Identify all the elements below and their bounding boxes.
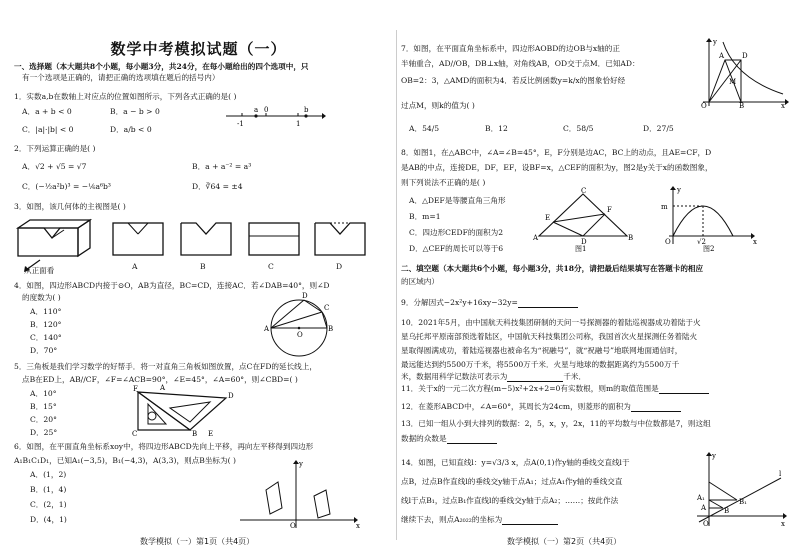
q8-option-d: D．△CEF的周长可以等于6 <box>409 244 504 253</box>
q14-line1: 14．如图，已知直线l：y=√3/3 x，点A(0,1)作y轴的垂线交直线l于 <box>401 458 630 467</box>
svg-text:x: x <box>356 522 360 530</box>
option-view-d <box>314 222 366 256</box>
q14-line4: 继续下去，则点A₂₀₂₂的坐标为 <box>401 515 558 525</box>
q10-answer-blank[interactable] <box>507 373 563 382</box>
svg-text:y: y <box>712 452 716 460</box>
svg-text:D: D <box>581 238 587 246</box>
svg-text:x: x <box>781 102 785 110</box>
q14-line3: 线l于点B₁，过点B₁作直线l的垂线交y轴于点A₂；……；按此作法 <box>401 496 619 505</box>
q1-stem: 1．实数a,b在数轴上对应点的位置如图所示，下列各式正确的是( ) <box>14 92 237 101</box>
q10-line5: 米，数据用科学记数法可表示为 千米． <box>401 372 587 381</box>
svg-text:A: A <box>719 52 725 60</box>
q5-option-b: B．15° <box>30 402 57 411</box>
q6-option-c: C．(2，1) <box>30 500 67 509</box>
svg-text:B: B <box>628 234 634 242</box>
q8-option-c: C．四边形CEDF的面积为2 <box>409 228 504 237</box>
label-minus-one: -1 <box>237 120 244 128</box>
label-one: 1 <box>296 120 301 128</box>
q2-option-a: A．√2 + √5 = √7 <box>22 162 87 171</box>
svg-text:O: O <box>703 520 709 528</box>
svg-text:y: y <box>299 460 303 468</box>
q5-stem-cont: 点B在ED上，AB//CF，∠F=∠ACB=90°，∠E=45°，∠A=60°，则∠CBD=( ) <box>22 375 298 384</box>
q4-stem-cont: 的度数为( ) <box>22 293 61 302</box>
option-view-a <box>112 222 164 256</box>
q12-stem: 12．在菱形ABCD中，∠A=60°，其周长为24cm，则菱形的面积为 <box>401 402 681 412</box>
q9-stem: 9．分解因式−2x²y+16xy−32y= <box>401 298 578 308</box>
q4-stem: 4．如图，四边形ABCD内接于⊙O，AB为直径，BC=CD，连接AC．若∠DAB=40°，则∠D <box>14 281 330 290</box>
q10-line2: 星乌托邦平原南部预选着陆区，中国航天科技集团公司称，我国首次火星探测任务着陆火 <box>401 332 698 341</box>
q5-stem: 5．三角板是我们学习数学的好帮手．将一对直角三角板如图放置，点C在FD的延长线上， <box>14 362 317 371</box>
q5-option-c: C．20° <box>30 415 57 424</box>
q10-line3: 星取得圆满成功，着陆巡视器也被命名为“祝融号”，就“祝融号”地联网地面通信时， <box>401 346 683 355</box>
number-line-figure <box>226 104 326 132</box>
q1-option-c: C．|a|·|b| < 0 <box>22 125 74 134</box>
svg-text:l: l <box>779 470 782 478</box>
q5-option-d: D．25° <box>30 428 58 437</box>
svg-text:B: B <box>328 325 334 333</box>
svg-text:M: M <box>729 78 737 86</box>
q8-stem-line2: 是AB的中点，连接DE，DF，EF，设BF=x，△CEF的面积为y，图2是y关于x的函数图象， <box>401 163 713 172</box>
svg-text:y: y <box>713 38 717 46</box>
circle-figure <box>264 292 334 360</box>
label-zero: 0 <box>264 106 269 114</box>
svg-text:C: C <box>132 430 138 438</box>
q2-stem: 2．下列运算正确的是( ) <box>14 144 96 153</box>
q7-option-b: B．12 <box>485 124 508 133</box>
svg-text:F: F <box>133 385 138 393</box>
svg-text:A: A <box>160 384 166 392</box>
q7-option-c: C．58/5 <box>563 124 594 133</box>
q8-option-a: A．△DEF是等腰直角三角形 <box>409 196 506 205</box>
q1-option-d: D．a/b < 0 <box>110 125 152 134</box>
q9-answer-blank[interactable] <box>518 299 578 308</box>
svg-text:x: x <box>781 520 785 528</box>
q2-option-c: C．(−½a²b)³ = −⅙a⁶b³ <box>22 182 111 191</box>
label-a: a <box>254 106 259 114</box>
svg-text:E: E <box>545 214 551 222</box>
svg-text:B: B <box>724 507 730 515</box>
section2-header-cont: 的区域内） <box>401 277 439 286</box>
page-title: 数学中考模拟试题（一） <box>110 40 287 58</box>
svg-text:图1: 图1 <box>575 245 587 253</box>
q7-option-a: A．54/5 <box>409 124 440 133</box>
svg-text:C: C <box>324 304 330 312</box>
q4-option-b: B．120° <box>30 320 62 329</box>
view-label-c: C <box>268 262 274 271</box>
svg-text:m: m <box>661 203 668 211</box>
q6-option-a: A．(1，2) <box>30 470 67 479</box>
q13-line2: 数据的众数是 <box>401 434 497 444</box>
svg-text:B: B <box>192 430 198 438</box>
svg-text:A: A <box>533 234 539 242</box>
q8-figure-1 <box>533 188 633 252</box>
q6-stem: 6．如图，在平面直角坐标系xoy中，将四边形ABCD先向上平移，再向左平移得到四边形 <box>14 442 314 451</box>
solid-figure <box>16 216 96 262</box>
q6-option-d: D．(4，1) <box>30 515 67 524</box>
page-footer: 数学模拟（一）第2页（共4页） <box>507 537 622 546</box>
svg-text:O: O <box>290 522 296 530</box>
q11-answer-blank[interactable] <box>659 385 709 394</box>
svg-text:图2: 图2 <box>703 245 715 253</box>
svg-text:O: O <box>665 238 671 246</box>
svg-text:F: F <box>607 206 612 214</box>
q8-figure-2 <box>657 186 757 252</box>
q2-option-d: D．∛64 = ±4 <box>192 182 243 191</box>
q7-stem-line2: 半轴重合，AD//OB，DB⊥x轴，对角线AB，OD交于点M．已知AD： <box>401 59 640 68</box>
q14-answer-blank[interactable] <box>502 516 558 525</box>
q10-line1: 10．2021年5月，由中国航天科技集团研制的天问一号探测器的着陆巡视器成功着陆于火 <box>401 318 701 327</box>
svg-text:√2: √2 <box>697 238 706 246</box>
svg-text:A: A <box>264 325 270 333</box>
q8-option-b: B．m=1 <box>409 212 441 221</box>
page-footer: 数学模拟（一）第1页（共4页） <box>140 537 255 546</box>
q14-line2: 点B，过点B作直线l的垂线交y轴于点A₁；过点A₁作y轴的垂线交直 <box>401 477 623 486</box>
q13-line1: 13．已知一组从小到大排列的数据：2，5，x，y，2x，11的平均数与中位数都是7，则这组 <box>401 419 711 428</box>
q7-coordinate-figure <box>697 38 789 108</box>
option-view-b <box>180 222 232 256</box>
q1-option-b: B．a − b > 0 <box>110 107 160 116</box>
q13-answer-blank[interactable] <box>447 435 497 444</box>
section1-header-cont: 有一个选项是正确的，请把正确的选项填在题后的括号内） <box>22 73 220 82</box>
exam-page-2 <box>397 0 794 560</box>
q7-stem-line3: OB=2：3，△AMD的面积为4．若反比例函数y=k/x的图象恰好经 <box>401 76 626 85</box>
label-b: b <box>304 106 309 114</box>
view-label-d: D <box>336 262 343 271</box>
triangle-rulers-figure <box>130 386 240 438</box>
q4-option-d: D．70° <box>30 346 58 355</box>
view-label-a: A <box>132 262 138 271</box>
view-label-b: B <box>200 262 206 271</box>
q12-answer-blank[interactable] <box>631 403 681 412</box>
svg-text:A₁: A₁ <box>697 494 705 502</box>
q5-option-a: A．10° <box>30 389 57 398</box>
svg-text:D: D <box>302 292 308 300</box>
q4-option-a: A．110° <box>30 307 62 316</box>
svg-text:A: A <box>701 504 707 512</box>
q6-option-b: B．(1，4) <box>30 485 67 494</box>
svg-text:E: E <box>208 430 214 438</box>
q7-stem-line4: 过点M，则k的值为( ) <box>401 101 475 110</box>
svg-text:B₁: B₁ <box>739 498 747 506</box>
svg-text:B: B <box>739 102 745 110</box>
q11-stem: 11．关于x的一元二次方程(m−5)x²+2x+2=0有实数根，则m的取值范围是 <box>401 384 709 394</box>
coordinate-translation-figure <box>240 460 360 530</box>
q1-option-a: A．a + b < 0 <box>22 107 72 116</box>
section1-header: 一、选择题（本大题共8个小题，每小题3分，共24分，在每小题给出的四个选项中，只 <box>14 62 309 71</box>
q14-figure <box>693 452 789 530</box>
svg-text:D: D <box>742 52 748 60</box>
option-view-c <box>248 222 300 256</box>
q2-option-b: B．a + a⁻² = a³ <box>192 162 252 171</box>
svg-text:D: D <box>228 392 234 400</box>
q7-stem-line1: 7．如图，在平面直角坐标系中，四边形AOBD的边OB与x轴的正 <box>401 44 620 53</box>
front-view-caption: 从正面看 <box>24 266 55 275</box>
svg-text:O: O <box>701 102 707 110</box>
svg-text:x: x <box>753 238 757 246</box>
q7-option-d: D．27/5 <box>643 124 674 133</box>
q4-option-c: C．140° <box>30 333 62 342</box>
svg-text:O: O <box>297 331 303 339</box>
q3-stem: 3．如图，该几何体的主视图是( ) <box>14 202 126 211</box>
q8-stem-line3: 则下列说法不正确的是( ) <box>401 178 486 187</box>
q6-stem-cont: A₁B₁C₁D₁，已知A₁(−3,5)，B₁(−4,3)，A(3,3)，则点B坐标为( ) <box>14 456 236 465</box>
svg-text:y: y <box>677 186 681 194</box>
section2-header: 二、填空题（本大题共6个小题，每小题3分，共18分，请把最后结果填写在答题卡的相应 <box>401 264 704 273</box>
svg-text:C: C <box>581 187 587 195</box>
q8-stem-line1: 8．如图1，在△ABC中，∠A=∠B=45°，E，F分别是边AC，BC上的动点，且AE=CF，D <box>401 148 712 157</box>
q10-line4: 最远能达到约5500万千米，将5500万千米．火星与地球的数据距离约为5500万千 <box>401 360 680 369</box>
